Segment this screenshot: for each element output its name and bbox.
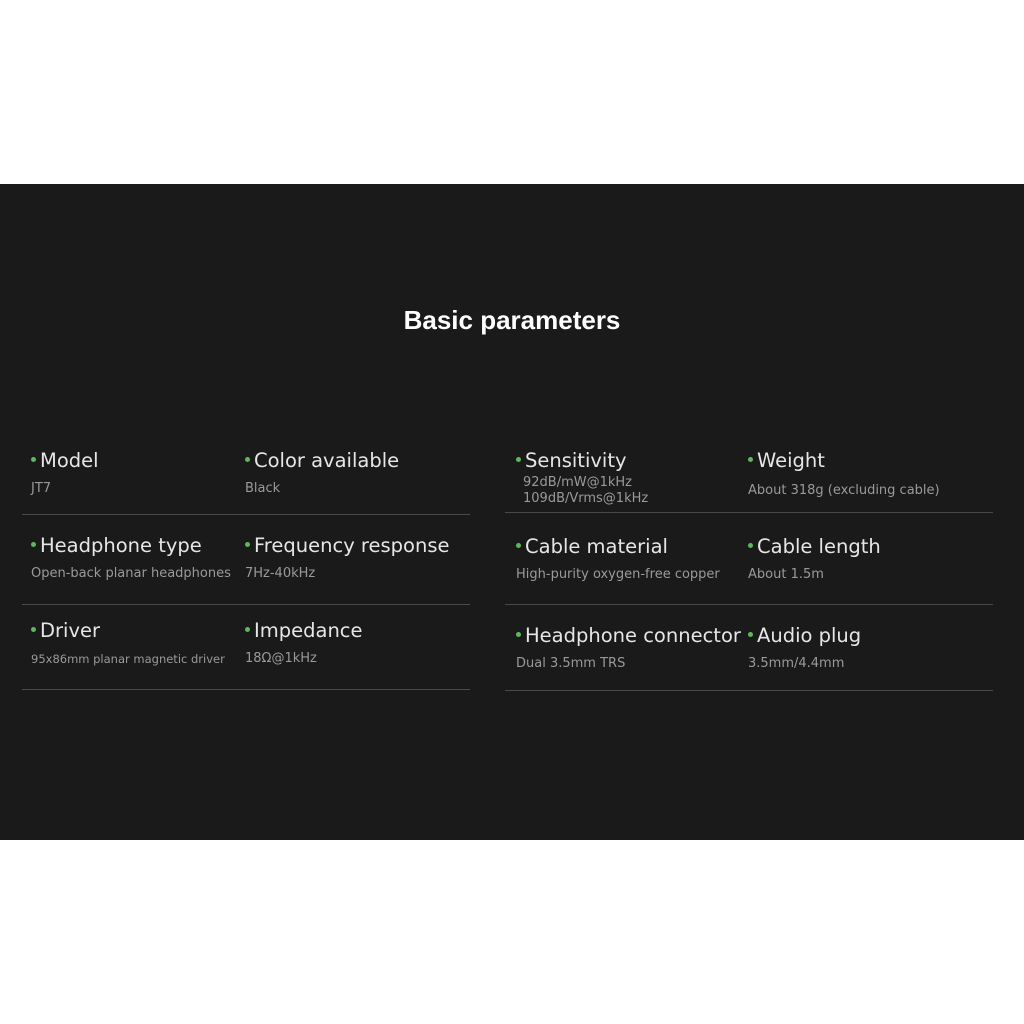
spec-value: Dual 3.5mm TRS [516,656,626,671]
spec-value: High-purity oxygen-free copper [516,567,720,582]
spec-value: Open-back planar headphones [31,566,231,581]
bullet-icon [31,627,36,632]
bullet-icon [245,457,250,462]
spec-label: Headphone connector [525,624,741,647]
row-divider [22,689,470,690]
spec-label: Frequency response [254,534,450,557]
spec-cable-material [516,535,720,583]
bullet-icon [748,632,753,637]
spec-value: JT7 [31,481,52,496]
spec-label: Driver [40,619,101,642]
bullet-icon [31,457,36,462]
spec-value: Black [245,481,281,496]
bullet-icon [245,627,250,632]
spec-weight [748,449,940,499]
spec-value: 18Ω@1kHz [245,651,317,666]
spec-headphone-type [31,534,231,582]
spec-value: About 1.5m [748,567,824,582]
bullet-icon [31,542,36,547]
spec-label: Weight [757,449,825,472]
bullet-icon [516,543,521,548]
spec-impedance [245,619,363,667]
bullet-icon [516,632,521,637]
spec-label: Headphone type [40,534,202,557]
spec-headphone-connector [516,624,741,672]
spec-label: Cable length [757,535,881,558]
bullet-icon [748,543,753,548]
spec-audio-plug [748,624,861,672]
spec-color-available [245,449,399,497]
spec-label: Color available [254,449,400,472]
spec-value-secondary: 109dB/Vrms@1kHz [523,491,649,506]
row-divider [505,604,993,605]
spec-sensitivity [516,449,648,507]
row-divider [505,690,993,691]
page-title: Basic parameters [403,305,621,335]
spec-label: Impedance [254,619,363,642]
spec-driver [31,619,225,667]
spec-frequency-response [245,534,450,582]
row-divider [22,514,470,515]
spec-label: Model [40,449,99,472]
spec-cable-length [748,535,881,583]
spec-model [31,449,99,497]
spec-value: 92dB/mW@1kHz [523,475,633,490]
spec-value: 3.5mm/4.4mm [748,656,845,671]
bullet-icon [245,542,250,547]
bullet-icon [748,457,753,462]
spec-label: Sensitivity [525,449,627,472]
spec-label: Cable material [525,535,668,558]
spec-value: About 318g (excluding cable) [748,483,940,498]
row-divider [22,604,470,605]
spec-value: 95x86mm planar magnetic driver [31,652,225,666]
bullet-icon [516,457,521,462]
row-divider [505,512,993,513]
spec-value: 7Hz-40kHz [245,566,316,581]
spec-label: Audio plug [757,624,862,647]
